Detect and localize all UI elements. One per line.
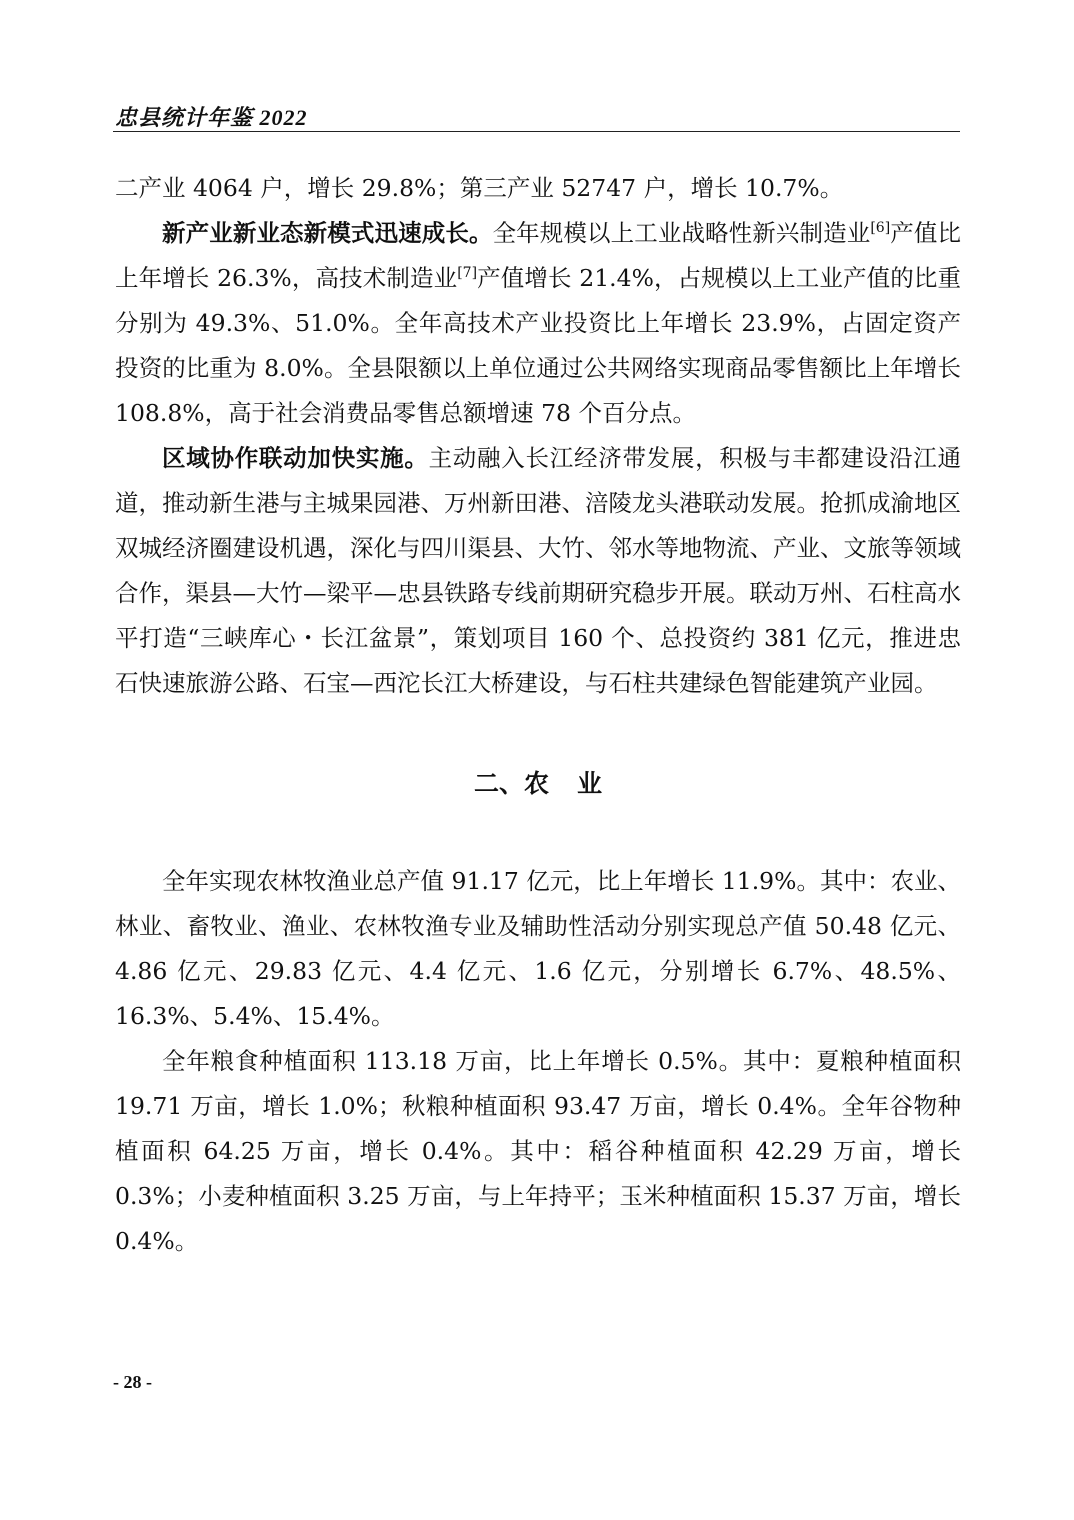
paragraph-text: 产值比上年增长 26.3%，高技术制造业	[115, 219, 962, 292]
paragraph-text: 主动融入长江经济带发展，积极与丰都建设沿江通道，推动新生港与主城果园港、万州新田港、涪陵龙头港联动发展。抢抓成渝地区双城经济圈建设机遇，深化与四川渠县、大竹、邻水等地物流、产业、文旅等领域合作，渠县—大竹—梁平—忠县铁路专线前期研究稳步开展。联动万州、石柱高水平打造“三峡库心・长江盆景”，策划项目 160 个、总投资约 381 亿元，推进忠石快速旅游公路、石宝—西沱长江大桥建设，与石柱共建绿色智能建筑产业园。	[115, 444, 961, 697]
section-heading-part: 二、农	[473, 769, 549, 798]
page-number: - 28 -	[113, 1372, 152, 1392]
paragraph-continuation: 二产业 4064 户，增长 29.8%；第三产业 52747 户，增长 10.7%。	[115, 174, 844, 202]
paragraph-lead-bold: 新产业新业态新模式迅速成长。	[162, 219, 493, 247]
footnote-ref-7: [7]	[457, 265, 478, 281]
section-heading-part: 业	[577, 769, 603, 798]
footnote-ref-6: [6]	[870, 220, 891, 236]
paragraph-grain-area: 全年粮食种植面积 113.18 万亩，比上年增长 0.5%。其中：夏粮种植面积 19.71 万亩，增长 1.0%；秋粮种植面积 93.47 万亩，增长 0.4%。全年谷物种植面积 64.25 万亩，增长 0.4%。其中：稻谷种植面积 42.29 万亩，增长 0.3%；小麦种植面积 3.25 万亩，与上年持平；玉米种植面积 15.37 万亩，增长 0.4%。	[115, 1047, 961, 1255]
running-header: 忠县统计年鉴 2022	[115, 105, 308, 130]
paragraph-agriculture-output: 全年实现农林牧渔业总产值 91.17 亿元，比上年增长 11.9%。其中：农业、林业、畜牧业、渔业、农林牧渔专业及辅助性活动分别实现总产值 50.48 亿元、4.86 亿元、29.83 亿元、4.4 亿元、1.6 亿元，分别增长 6.7%、48.5%、16.3%、5.4%、15.4%。	[115, 867, 961, 1030]
header-rule	[113, 131, 960, 132]
paragraph-text: 全年规模以上工业战略性新兴制造业	[492, 219, 871, 247]
paragraph-new-industries	[115, 211, 961, 436]
paragraph-lead-bold: 区域协作联动加快实施。	[162, 444, 429, 472]
section-heading-agriculture	[115, 761, 961, 806]
paragraph-text: 产值增长 21.4%，占规模以上工业产值的比重分别为 49.3%、51.0%。全年高技术产业投资比上年增长 23.9%，占固定资产投资的比重为 8.0%。全县限额以上单位通过公共网络实现商品零售额比上年增长 108.8%，高于社会消费品零售总额增速 78 个百分点。	[115, 264, 962, 427]
paragraph-regional-cooperation	[115, 436, 961, 706]
page-body	[115, 166, 961, 1264]
